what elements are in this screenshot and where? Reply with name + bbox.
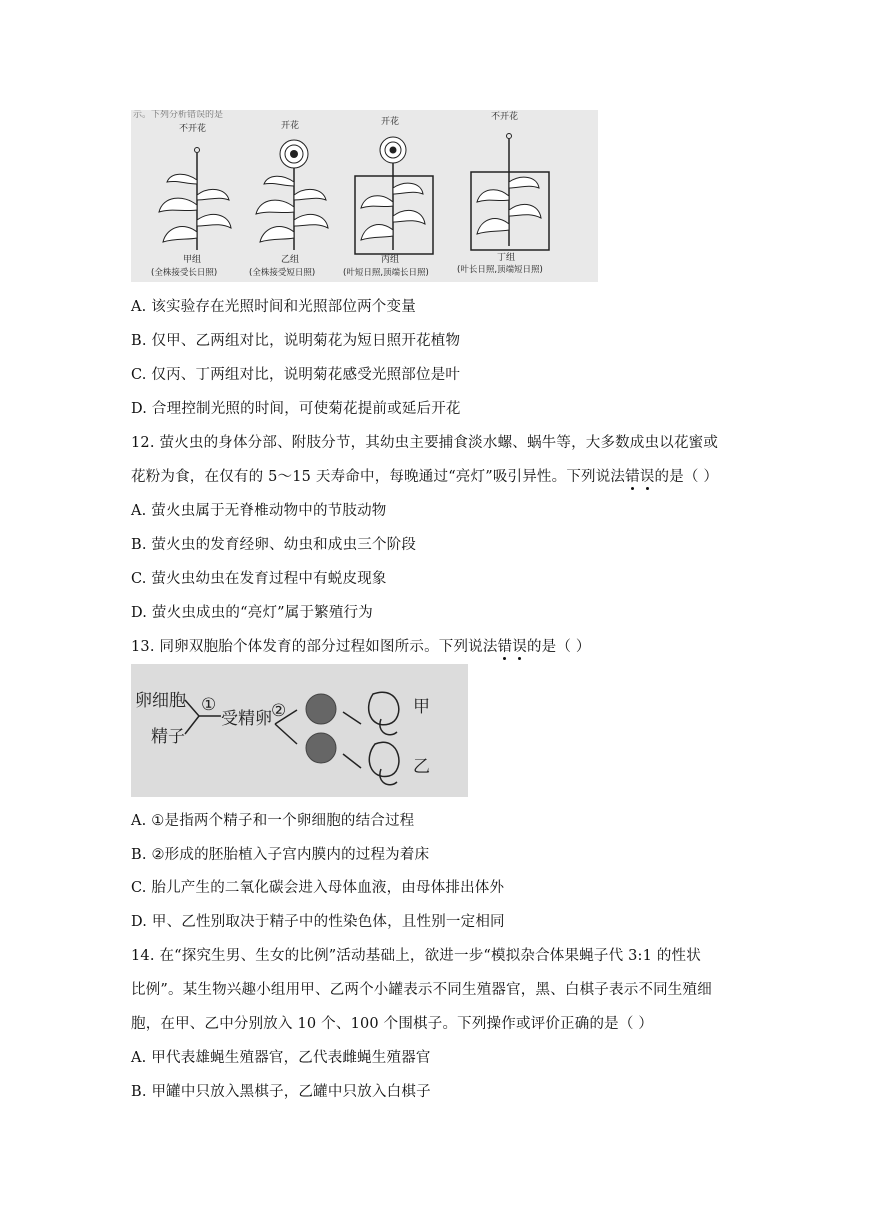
q12-option-a: A. 萤火虫属于无脊椎动物中的节肢动物 [131,503,387,519]
group-jia-plant [151,122,231,278]
group-jia-note: (全株接受长日照) [151,268,218,278]
group-ding-name: 丁组 [497,253,516,263]
egg-cell-label: 卵细胞 [135,691,186,711]
q12-stem-line1: 12. 萤火虫的身体分部、附肢分节，其幼虫主要捕食淡水螺、蜗牛等，大多数成虫以花蜜或 [131,435,719,451]
q14-stem-line1: 14. 在“探究生男、生女的比例”活动基础上，欲进一步“模拟杂合体果蝇子代 3:1 的性状 [131,948,701,964]
twin-b-label: 乙 [413,757,430,777]
sperm-label: 精子 [151,727,185,747]
group-yi-plant [249,119,328,278]
chrysanthemum-figure [131,110,598,282]
zygote-label: 受精卵 [221,709,272,729]
figure-cut-caption: 示。下列分析错误的是 [133,110,224,120]
q13-option-c: C. 胎儿产生的二氧化碳会进入母体血液，由母体排出体外 [131,880,505,896]
q13-option-b: B. ②形成的胚胎植入子宫内膜内的过程为着床 [131,847,430,863]
q12-option-c: C. 萤火虫幼虫在发育过程中有蜕皮现象 [131,571,387,587]
q11-option-b: B. 仅甲、乙两组对比，说明菊花为短日照开花植物 [131,333,461,349]
q14-stem-line2: 比例”。某生物兴趣小组用甲、乙两个小罐表示不同生殖器官，黑、白棋子表示不同生殖细 [131,982,712,998]
q13-stem: 13. 同卵双胞胎个体发育的部分过程如图所示。下列说法错误的是（ ） [131,639,591,655]
group-yi-note: (全株接受短日照) [249,268,316,278]
twin-a-label: 甲 [413,697,430,717]
group-jia-status: 不开花 [179,124,207,134]
step2-label: ② [271,701,287,721]
q12-stem-line2: 花粉为食，在仅有的 5～15 天寿命中，每晚通过“亮灯”吸引异性。下列说法错误的是（ ） [131,469,719,485]
step1-label: ① [201,695,217,715]
group-bing-status: 开花 [381,117,400,127]
q14-option-a: A. 甲代表雄蝇生殖器官，乙代表雌蝇生殖器官 [131,1050,431,1066]
q11-option-a: A. 该实验存在光照时间和光照部位两个变量 [131,299,416,315]
group-ding-note: (叶长日照,顶端短日照) [457,265,543,275]
twin-development-figure [131,664,468,797]
q14-stem-line3: 胞，在甲、乙中分别放入 10 个、100 个围棋子。下列操作或评价正确的是（ ） [131,1016,654,1032]
q12-option-d: D. 萤火虫成虫的“亮灯”属于繁殖行为 [131,605,373,621]
group-bing-note: (叶短日照,顶端长日照) [343,268,429,278]
q13-option-a: A. ①是指两个精子和一个卵细胞的结合过程 [131,813,415,829]
group-ding-plant [457,110,549,275]
group-jia-name: 甲组 [183,255,202,265]
group-bing-name: 丙组 [381,255,400,265]
q12-option-b: B. 萤火虫的发育经卵、幼虫和成虫三个阶段 [131,537,417,553]
q11-option-d: D. 合理控制光照的时间，可使菊花提前或延后开花 [131,401,461,417]
group-ding-status: 不开花 [491,112,519,122]
group-yi-name: 乙组 [281,255,300,265]
group-yi-status: 开花 [281,121,300,131]
group-bing-plant [343,115,433,278]
q14-option-b: B. 甲罐中只放入黑棋子，乙罐中只放入白棋子 [131,1084,431,1100]
q13-option-d: D. 甲、乙性别取决于精子中的性染色体，且性别一定相同 [131,914,505,930]
q11-option-c: C. 仅丙、丁两组对比，说明菊花感受光照部位是叶 [131,367,461,383]
